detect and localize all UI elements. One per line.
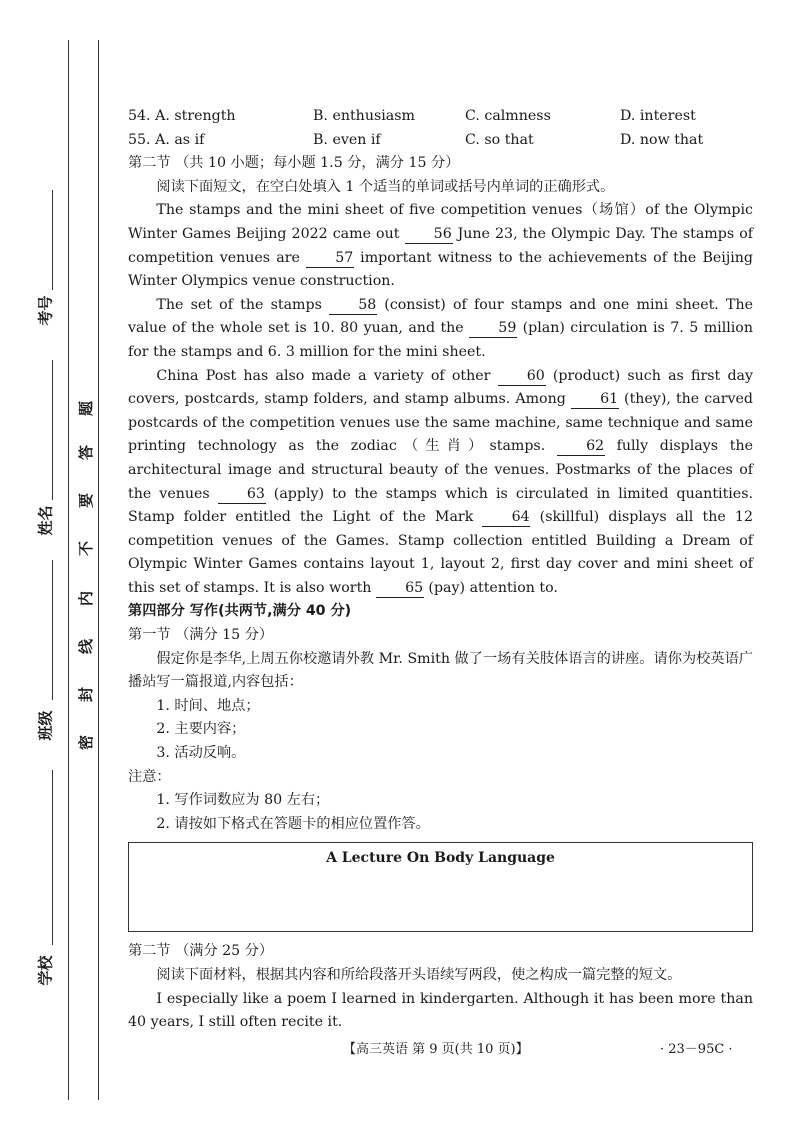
note-item: 1. 写作词数应为 80 左右；	[156, 792, 330, 809]
class-label: 班级	[36, 710, 55, 741]
name-label: 姓名	[36, 505, 55, 536]
option: D. interest	[620, 108, 696, 124]
class-line[interactable]	[52, 560, 53, 700]
blank-57[interactable]: 57	[306, 249, 354, 268]
seal-char: 内	[77, 590, 96, 607]
binding-margin	[0, 0, 110, 1130]
page-content	[128, 105, 753, 1035]
option: C. so that	[465, 131, 534, 148]
option-row-54	[128, 105, 753, 129]
exam-number-label: 考号	[36, 295, 55, 326]
margin-rule-inner	[98, 40, 99, 1100]
margin-rule-outer	[68, 40, 69, 1100]
exam-number-line[interactable]	[52, 190, 53, 290]
blank-64[interactable]: 64	[482, 508, 530, 527]
blank-59[interactable]: 59	[469, 319, 517, 338]
blank-65[interactable]: 65	[376, 579, 424, 598]
part4-heading: 第四部分 写作(共两节,满分 40 分)	[128, 603, 352, 620]
blank-61[interactable]: 61	[571, 390, 619, 409]
writing-sec2-heading: 第二节 （满分 25 分）	[128, 943, 274, 960]
seal-char: 答	[77, 444, 96, 461]
option: D. now that	[620, 131, 704, 148]
writing-sec2-text: I especially like a poem I learned in kindergarten. Although it has been more than 40 years, I still often recite it.	[128, 990, 753, 1031]
answer-format-box	[128, 842, 753, 932]
note-label: 注意：	[128, 768, 171, 785]
seal-char: 线	[77, 638, 96, 655]
writing-sec1-prompt: 假定你是李华,上周五你校邀请外教 Mr. Smith 做了一场有关肢体语言的讲座。请你为校英语广播站写一篇报道,内容包括：	[128, 650, 753, 691]
section2-heading: 第二节 （共 10 小题；每小题 1.5 分，满分 15 分）	[128, 155, 460, 172]
blank-62[interactable]: 62	[557, 437, 605, 456]
answer-box-title: A Lecture On Body Language	[326, 850, 555, 867]
seal-char: 密	[77, 734, 96, 751]
name-line[interactable]	[52, 360, 53, 500]
footer-page-info: 【高三英语 第 9 页(共 10 页)】	[343, 1042, 529, 1057]
writing-sec2-prompt: 阅读下面材料，根据其内容和所给段落开头语续写两段，使之构成一篇完整的短文。	[156, 967, 682, 983]
school-label: 学校	[36, 955, 55, 986]
option: C. calmness	[465, 108, 551, 124]
blank-58[interactable]: 58	[329, 296, 377, 315]
seal-char: 封	[77, 686, 96, 703]
option: B. even if	[313, 131, 381, 148]
content-item: 2. 主要内容；	[156, 721, 246, 738]
seal-char: 不	[77, 540, 96, 557]
seal-char: 题	[77, 400, 96, 417]
passage-paragraph: The stamps and the mini sheet of five competition venues（场馆）of the Olympic Winter Games Beijing 2022 came out 56 June 23, the Olympic Day. The stamps of competition venues are 57 important witness to the achievements of the Beijing Winter Olympics venue construction.	[128, 202, 753, 290]
blank-60[interactable]: 60	[498, 367, 546, 386]
section2-instruction: 阅读下面短文，在空白处填入 1 个适当的单词或括号内单词的正确形式。	[156, 178, 615, 195]
passage-paragraph: The set of the stamps 58 (consist) of four stamps and one mini sheet. The value of the whole set is 10. 80 yuan, and the 59 (plan) circulation is 7. 5 million for the stamps and 6. 3 million for the mini sheet.	[128, 296, 753, 360]
school-line[interactable]	[52, 770, 53, 945]
option-row-55	[128, 129, 753, 153]
content-item: 3. 活动反响。	[156, 745, 246, 762]
option: 54. A. strength	[128, 108, 236, 124]
option: 55. A. as if	[128, 131, 205, 148]
option: B. enthusiasm	[313, 108, 415, 124]
passage-paragraph: China Post has also made a variety of other 60 (product) such as first day covers, postcards, stamp folders, and stamp albums. Among 61 (they), the carved postcards of the competition venues use the same machine, same technique and same printing technology as the zodiac（生肖）stamps. 62 fully displays the architectural image and structural beauty of the venues. Postmarks of the places of the venues 63 (apply) to the stamps which is circulated in limited quantities. Stamp folder entitled the Light of the Mark 64 (skillful) displays all the 12 competition venues of the Games. Stamp collection entitled Building a Dream of Olympic Winter Games contains layout 1, layout 2, first day cover and mini sheet of this set of stamps. It is also worth 65 (pay) attention to.	[128, 367, 753, 596]
seal-char: 要	[77, 492, 96, 509]
blank-63[interactable]: 63	[218, 485, 266, 504]
footer-code: · 23－95C ·	[660, 1042, 733, 1057]
content-item: 1. 时间、地点；	[156, 697, 260, 714]
writing-sec1-heading: 第一节 （满分 15 分）	[128, 627, 274, 644]
note-item: 2. 请按如下格式在答题卡的相应位置作答。	[156, 815, 430, 832]
blank-56[interactable]: 56	[405, 225, 453, 244]
